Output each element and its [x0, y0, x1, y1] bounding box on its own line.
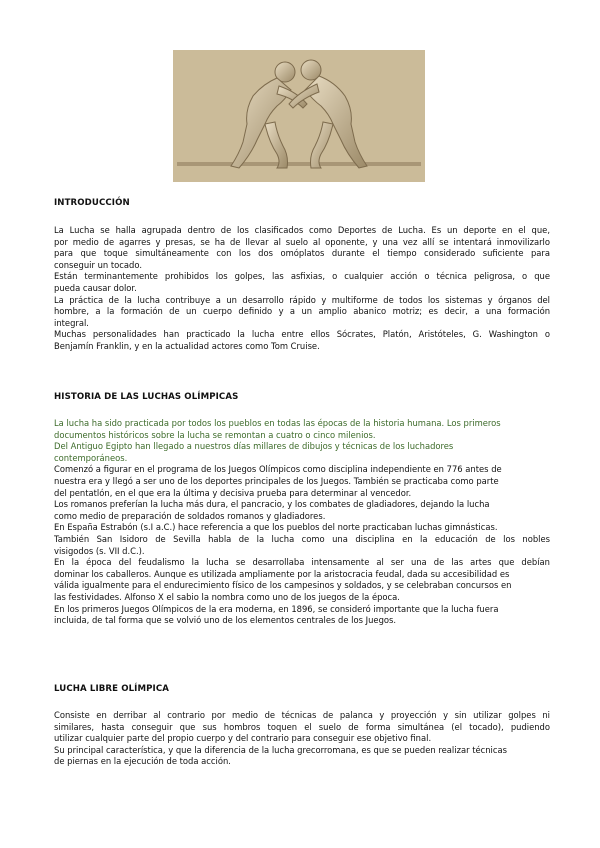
intro-paragraph [54, 225, 550, 353]
text-line: pueda causar dolor. [54, 282, 137, 293]
wrestlers-relief-icon [173, 50, 425, 182]
text-line: nuestra era y llegó a ser uno de los deportes principales de los Juegos. También se practicaba como parte [54, 475, 499, 486]
heading-lucha-libre: LUCHA LIBRE OLÍMPICA [54, 684, 169, 694]
text-line: En la época del feudalismo la lucha se desarrollaba intensamente al ser una de las artes que debían [54, 557, 550, 568]
text-line: Benjamín Franklin, y en la actualidad actores como Tom Cruise. [54, 340, 320, 351]
text-line: Los romanos preferían la lucha más dura, el pancracio, y los combates de gladiadores, dejando la lucha [54, 499, 490, 510]
text-line: las festividades. Alfonso X el sabio la nombra como uno de los juegos de la época. [54, 591, 400, 602]
text-line: conseguir un tocado. [54, 259, 142, 270]
text-line: de piernas en la ejecución de toda acción. [54, 756, 231, 767]
text-line: Muchas personalidades han practicado la lucha entre ellos Sócrates, Platón, Aristóteles, G. Washington o [54, 329, 550, 340]
heading-introduccion: INTRODUCCIÓN [54, 198, 130, 208]
text-line: válida igualmente para el endurecimiento físico de los campesinos y soldados, y se celebraban concursos en [54, 580, 512, 591]
text-line: La Lucha se halla agrupada dentro de los clasificados como Deportes de Lucha. Es un deporte en el que, [54, 225, 550, 235]
text-line: hombre, a la formación de un cuerpo definido y a un amplio abanico motriz; es decir, a una formación [54, 306, 550, 317]
text-line: contemporáneos. [54, 452, 128, 463]
text-line: del pentatlón, en el que era la última y decisiva prueba para determinar al vencedor. [54, 487, 412, 498]
text-line: para que toque simultáneamente con los dos omóplatos durante el tiempo considerado suficiente para [54, 248, 550, 259]
text-line: incluida, de tal forma que se volvió uno de los elementos centrales de los Juegos. [54, 615, 397, 626]
text-line: visigodos (s. VII d.C.). [54, 545, 145, 556]
text-line: integral. [54, 317, 89, 328]
text-line: En España Estrabón (s.I a.C.) hace referencia a que los pueblos del norte practicaban luchas gimnásticas. [54, 522, 498, 533]
text-line: documentos históricos sobre la lucha se remontan a cuatro o cinco milenios. [54, 429, 376, 440]
freestyle-paragraph [54, 710, 550, 768]
text-line: La lucha ha sido practicada por todos los pueblos en todas las épocas de la historia humana. Los primeros [54, 418, 501, 428]
text-line: Están terminantemente prohibidos los golpes, las asfixias, o cualquier acción o técnica peligrosa, o que [54, 271, 550, 282]
text-line: como medio de preparación de soldados romanos y gladiadores. [54, 510, 326, 521]
text-line: Del Antiguo Egipto han llegado a nuestros días millares de dibujos y técnicas de los luchadores [54, 441, 454, 452]
text-line: similares, hasta conseguir que sus hombros toquen el suelo de forma simultánea (el tocado), pudiendo [54, 721, 550, 732]
text-line: En los primeros Juegos Olímpicos de la era moderna, en 1896, se consideró importante que la lucha fuera [54, 603, 499, 614]
text-line: Consiste en derribar al contrario por medio de técnicas de palanca y proyección y sin utilizar golpes ni [54, 710, 550, 720]
text-line: por medio de agarres y presas, se ha de llevar al suelo al oponente, y una vez allí se intentará inmovilizarlo [54, 236, 550, 247]
heading-historia: HISTORIA DE LAS LUCHAS OLÍMPICAS [54, 392, 239, 402]
text-line: También San Isidoro de Sevilla habla de la lucha como una disciplina en la educación de los nobles [54, 533, 550, 544]
text-line: Su principal característica, y que la diferencia de la lucha grecorromana, es que se pueden realizar técnicas [54, 744, 507, 755]
text-line: dominar los caballeros. Aunque es utilizada ampliamente por la aristocracia feudal, dada su accesibilidad es [54, 568, 510, 579]
text-line: La práctica de la lucha contribuye a un desarrollo rápido y multiforme de todos los sistemas y órganos del [54, 294, 550, 305]
text-line: utilizar cualquier parte del propio cuerpo y del contrario para conseguir ese objetivo final. [54, 733, 432, 744]
wrestlers-relief-image [173, 50, 425, 182]
history-paragraph [54, 418, 550, 627]
text-line: Comenzó a figurar en el programa de los Juegos Olímpicos como disciplina independiente en 776 antes de [54, 464, 502, 475]
